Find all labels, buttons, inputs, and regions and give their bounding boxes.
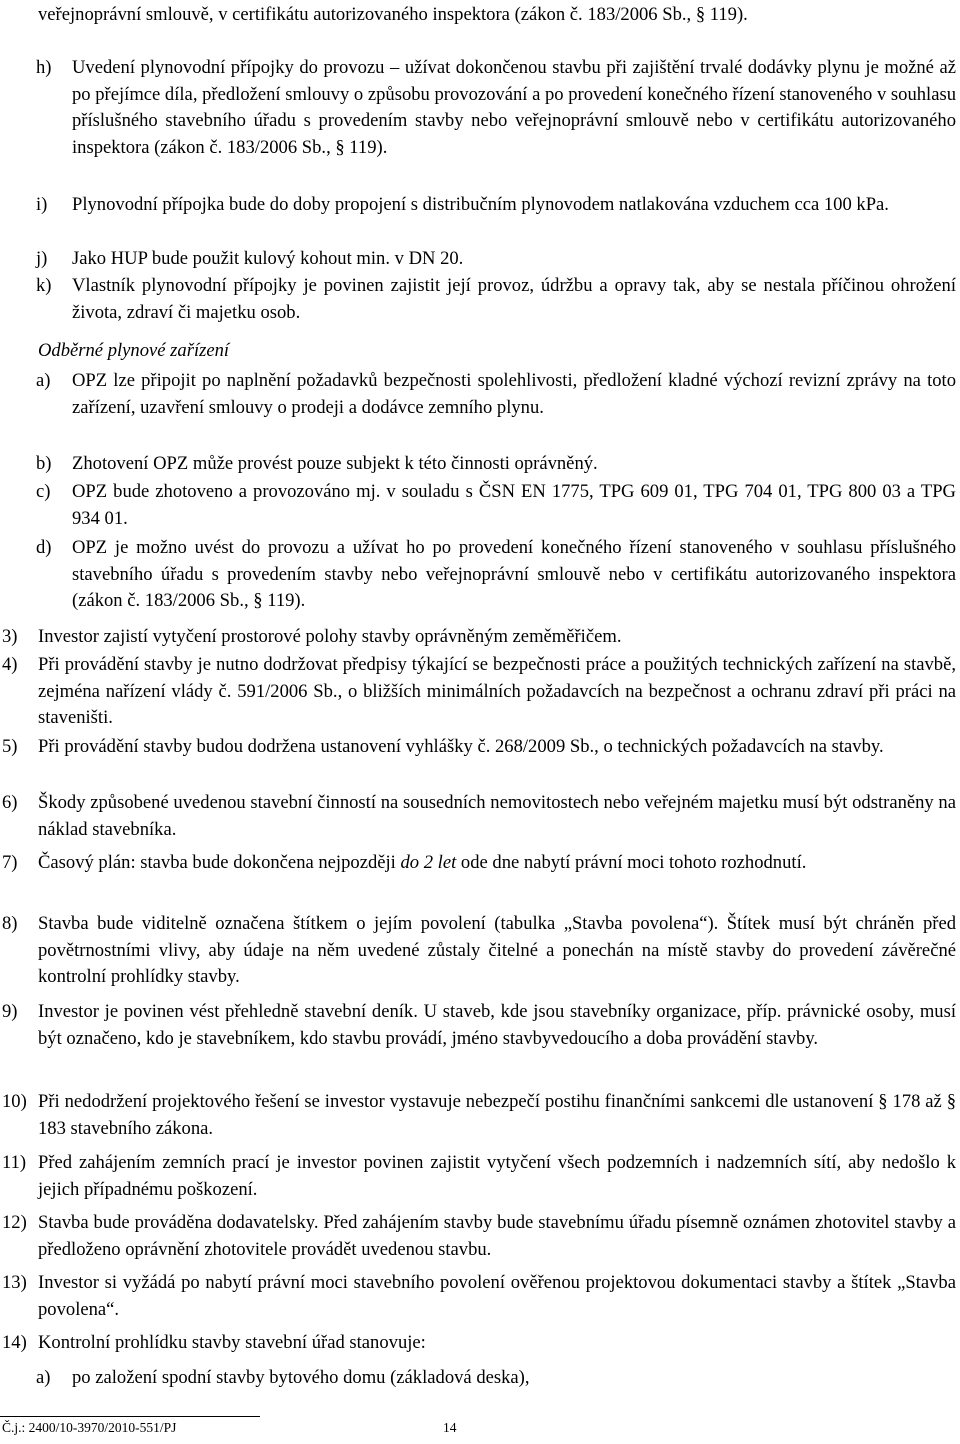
- item-text: po založení spodní stavby bytového domu (základová deska),: [72, 1367, 530, 1388]
- gas-item-i: [36, 192, 956, 219]
- item-label: 14): [2, 1332, 27, 1353]
- opz-item-d: [36, 535, 956, 615]
- item-label: 13): [2, 1272, 27, 1293]
- condition-13: [2, 1270, 956, 1323]
- condition-10: [2, 1089, 956, 1142]
- gas-item-h: [36, 55, 957, 161]
- fragment-top: [38, 2, 956, 29]
- condition-4: [2, 652, 956, 732]
- item-label: h): [36, 57, 52, 78]
- item-text: Kontrolní prohlídku stavby stavební úřad stanovuje:: [38, 1332, 426, 1353]
- item-label: a): [36, 370, 51, 391]
- item-text: OPZ lze připojit po naplnění požadavků bezpečnosti spolehlivosti, předložení kladné výchozí revizní zprávy na toto zařízení, uzavření smlouvy o prodeji a dodávce zemního plynu.: [72, 370, 956, 418]
- page-number: 14: [443, 1420, 457, 1435]
- item-text: Časový plán: stavba bude dokončena nejpozději: [38, 852, 401, 873]
- condition-8: [2, 911, 956, 991]
- footer-reference: Č.j.: 2400/10-3970/2010-551/PJ: [2, 1420, 177, 1435]
- item-text: Před zahájením zemních prací je investor povinen zajistit vytyčení všech podzemních i nadzemních sítí, aby nedošlo k jejich případnému poškození.: [38, 1152, 956, 1200]
- item-text: Při provádění stavby je nutno dodržovat předpisy týkající se bezpečnosti práce a použitých technických zařízení na stavbě, zejména nařízení vlády č. 591/2006 Sb., o bližších minimálních požadavcích na bezpečnost a ochranu zdraví při práci na staveništi.: [38, 654, 956, 728]
- item-text: Stavba bude viditelně označena štítkem o jejím povolení (tabulka „Stavba povolena“). Štítek musí být chráněn před povětrnostními vlivy, aby údaje na něm uvedené zůstaly čitelné a ponechán na místě stavby do provedení závěrečné kontrolní prohlídky stavby.: [38, 913, 956, 987]
- condition-9: [2, 999, 956, 1052]
- item-text: Při nedodržení projektového řešení se investor vystavuje nebezpečí postihu finančními sankcemi dle ustanovení § 178 až § 183 stavebního zákona.: [38, 1091, 956, 1139]
- condition-11: [2, 1150, 956, 1203]
- item-label: 12): [2, 1212, 27, 1233]
- item-text: Investor je povinen vést přehledně stavební deník. U staveb, kde jsou stavebníky organizace, příp. právnické osoby, musí být označeno, kdo je stavebníkem, kdo stavbu provádí, jméno stavbyvedoucího a doba provádění stavby.: [38, 1001, 956, 1049]
- opz-item-b: [36, 451, 956, 478]
- item-text: Při provádění stavby budou dodržena ustanovení vyhlášky č. 268/2009 Sb., o technických požadavcích na stavby.: [38, 736, 884, 757]
- item-text: Investor zajistí vytyčení prostorové polohy stavby oprávněným zeměměřičem.: [38, 626, 622, 647]
- opz-item-c: [36, 479, 956, 532]
- item-label: a): [36, 1367, 51, 1388]
- item-text: OPZ je možno uvést do provozu a užívat ho po provedení konečného řízení stanoveného v souhlasu příslušného stavebního úřadu s provedením stavby nebo veřejnoprávní smlouvě nebo v certifikátu autorizovaného inspektora (zákon č. 183/2006 Sb., § 119).: [72, 537, 956, 611]
- item-text: Plynovodní přípojka bude do doby propojení s distribučním plynovodem natlakována vzduchem cca 100 kPa.: [72, 194, 889, 215]
- item-label: c): [36, 481, 51, 502]
- gas-item-k: [36, 273, 956, 326]
- item-label: j): [36, 248, 48, 269]
- item-text: Uvedení plynovodní přípojky do provozu – užívat dokončenou stavbu při zajištění trvalé dodávky plynu je možné až po přejímce díla, předložení smlouvy o způsobu provozování a po provedení konečného řízení stanoveného v souhlasu příslušného stavebního úřadu s provedením stavby nebo veřejnoprávní smlouvě nebo v certifikátu autorizovaného inspektora (zákon č. 183/2006 Sb., § 119).: [72, 57, 957, 158]
- item-text: Zhotovení OPZ může provést pouze subjekt k této činnosti oprávněný.: [72, 453, 598, 474]
- item-label: 11): [2, 1152, 27, 1173]
- condition-5: [2, 734, 956, 761]
- item-label: 5): [2, 736, 18, 757]
- item-label: 9): [2, 1001, 18, 1022]
- item-label: k): [36, 275, 52, 296]
- condition-14: [2, 1330, 956, 1357]
- item-label: 10): [2, 1091, 27, 1112]
- item-text: Vlastník plynovodní přípojky je povinen zajistit její provoz, údržbu a opravy tak, aby se nestala příčinou ohrožení života, zdraví či majetku osob.: [72, 275, 956, 323]
- condition-14-sub-a: [36, 1365, 956, 1392]
- item-label: b): [36, 453, 52, 474]
- condition-6: [2, 790, 956, 843]
- item-label: 7): [2, 852, 18, 873]
- item-label: d): [36, 537, 52, 558]
- item-text: Stavba bude prováděna dodavatelsky. Před zahájením stavby bude stavebnímu úřadu písemně oznámen zhotovitel stavby a předloženo oprávnění zhotovitele provádět uvedenou stavbu.: [38, 1212, 956, 1260]
- item-label: i): [36, 194, 48, 215]
- gas-item-j: [36, 246, 956, 273]
- item-text-deadline: do 2 let: [400, 852, 457, 873]
- opz-item-a: [36, 368, 956, 421]
- item-label: 4): [2, 654, 18, 675]
- condition-7: [2, 850, 956, 877]
- condition-3: [2, 624, 956, 651]
- item-label: 3): [2, 626, 18, 647]
- condition-12: [2, 1210, 956, 1263]
- item-text: Škody způsobené uvedenou stavební činností na sousedních nemovitostech nebo veřejném majetku musí být odstraněny na náklad stavebníka.: [38, 792, 956, 840]
- item-text: OPZ bude zhotoveno a provozováno mj. v souladu s ČSN EN 1775, TPG 609 01, TPG 704 01, TPG 800 03 a TPG 934 01.: [72, 481, 956, 529]
- item-text: Investor si vyžádá po nabytí právní moci stavebního povolení ověřenou projektovou dokumentaci stavby a štítek „Stavba povolena“.: [38, 1272, 956, 1320]
- item-label: 8): [2, 913, 18, 934]
- item-label: 6): [2, 792, 18, 813]
- item-text: ode dne nabytí právní moci tohoto rozhodnutí.: [456, 852, 807, 873]
- fragment-text: veřejnoprávní smlouvě, v certifikátu autorizovaného inspektora (zákon č. 183/2006 Sb., § 119).: [38, 4, 748, 25]
- footer-rule: [0, 1416, 260, 1417]
- section-heading-opz: Odběrné plynové zařízení: [38, 340, 230, 361]
- item-text: Jako HUP bude použit kulový kohout min. v DN 20.: [72, 248, 464, 269]
